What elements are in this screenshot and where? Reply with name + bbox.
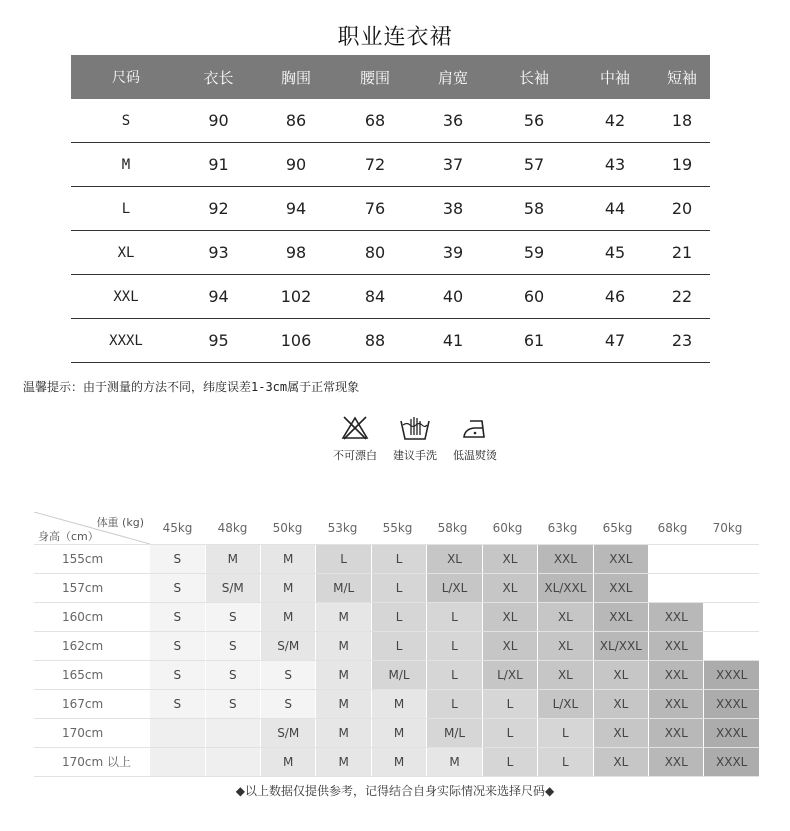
size-recommendation-cell: XL [594,719,648,747]
size-table-header-cell: 尺码 [112,70,140,86]
grid-row [34,660,759,689]
measurement-cell: 18 [671,111,693,130]
measurement-cell: 43 [604,155,626,174]
measurement-cell: 58 [523,199,545,218]
size-recommendation-cell: XL [594,661,648,689]
measurement-cell: 22 [671,287,693,306]
measurement-cell: 47 [604,331,626,350]
size-recommendation-cell: L [316,545,370,573]
measurement-cell: 106 [280,331,312,350]
size-recommendation-cell: S [150,603,204,631]
size-recommendation-cell: L [372,632,426,660]
measurement-cell: 39 [442,243,464,262]
size-table-header-cell: 中袖 [599,68,630,87]
care-item-hand-wash [385,415,445,463]
weight-header-cell: 60kg [492,521,523,535]
size-recommendation-cell: L [427,661,481,689]
size-recommendation-cell: XXL [594,603,648,631]
weight-header-cell: 65kg [602,521,633,535]
size-recommendation-cell: M [206,545,260,573]
size-recommendation-cell: XXL [649,632,703,660]
size-recommendation-cell: S [206,690,260,718]
weight-header-cell: 63kg [547,521,578,535]
measurement-cell: 42 [604,111,626,130]
size-table-header-cell: 短袖 [666,68,697,87]
size-recommendation-cell: L [538,719,592,747]
size-recommendation-cell: S [261,690,315,718]
size-recommendation-cell: L [483,690,537,718]
size-table-header-cell: 胸围 [280,68,311,87]
size-recommendation-cell: XL/XXL [594,632,648,660]
size-recommendation-cell [206,748,260,776]
size-recommendation-cell: M [316,719,370,747]
size-recommendation-cell: XL [483,574,537,602]
measurement-cell: 45 [604,243,626,262]
weight-header-cell: 53kg [327,521,358,535]
size-table [71,55,710,363]
size-recommendation-cell: S [150,545,204,573]
hand-wash-icon [398,415,432,441]
height-label-cell: 160cm [62,610,104,624]
page-title: 职业连衣裙 [337,25,453,50]
height-label-cell: 157cm [62,581,104,595]
size-table-header-cell: 长袖 [518,68,549,87]
size-recommendation-cell: XXL [594,545,648,573]
height-label-cell: 162cm [62,639,104,653]
size-table-header-cell: 肩宽 [437,68,468,87]
size-recommendation-cell [206,719,260,747]
size-recommendation-cell: L [427,632,481,660]
size-recommendation-cell [150,748,204,776]
size-recommendation-cell: M [261,603,315,631]
size-label-cell: L [121,200,131,217]
measurement-cell: 59 [523,243,545,262]
care-label: 建议手洗 [393,449,437,462]
measurement-cell: 92 [208,199,229,218]
size-recommendation-cell: L [483,748,537,776]
footer-note: ◆以上数据仅提供参考，记得结合自身实际情况来选择尺码◆ [235,784,555,798]
size-recommendation-cell: XXXL [704,661,758,689]
size-recommendation-cell: M [316,690,370,718]
no-bleach-icon [340,415,370,441]
size-recommendation-cell: XL [594,748,648,776]
size-recommendation-cell: L [427,690,481,718]
size-recommendation-cell: S [261,661,315,689]
size-recommendation-cell: L/XL [538,690,592,718]
size-table-row [71,319,710,363]
grid-row [34,573,759,602]
size-table-row [71,231,710,275]
size-recommendation-cell: M [316,632,370,660]
height-axis-label: 身高（cm） [38,530,99,543]
size-table-header-cell: 衣长 [203,68,234,87]
size-recommendation-cell: S/M [261,632,315,660]
weight-header-cell: 68kg [657,521,688,535]
measurement-cell: 21 [671,243,693,262]
size-recommendation-cell: XXL [649,661,703,689]
measurement-cell: 57 [523,155,545,174]
care-item-low-iron [445,415,505,463]
weight-header-cell: 45kg [162,521,193,535]
size-recommendation-cell [150,719,204,747]
weight-header-cell: 48kg [217,521,248,535]
measurement-cell: 68 [364,111,386,130]
size-recommendation-cell: XXXL [704,719,758,747]
size-table-row [71,143,710,187]
measurement-cell: 98 [285,243,307,262]
size-recommendation-cell: XL/XXL [538,574,592,602]
care-label: 不可漂白 [333,449,377,462]
size-recommendation-cell: M [316,661,370,689]
weight-header-cell: 50kg [272,521,303,535]
size-recommendation-cell: XL [538,603,592,631]
size-recommendation-cell: XL [538,661,592,689]
size-recommendation-cell: L/XL [427,574,481,602]
height-label-cell: 170cm 以上 [62,755,132,769]
size-recommendation-cell: L [483,719,537,747]
size-recommendation-cell: M [316,748,370,776]
weight-header-cell: 55kg [382,521,413,535]
grid-row [34,718,759,747]
measurement-cell: 102 [280,287,312,306]
size-recommendation-cell: XL [483,632,537,660]
size-label-cell: XXL [113,288,139,305]
measurement-cell: 95 [208,331,229,350]
size-recommendation-cell: S/M [206,574,260,602]
size-recommendation-cell: XL [427,545,481,573]
size-label-cell: S [121,112,131,129]
height-label-cell: 155cm [62,552,104,566]
measurement-cell: 91 [208,155,229,174]
measurement-cell: 93 [208,243,229,262]
measurement-cell: 72 [364,155,386,174]
height-label-cell: 165cm [62,668,104,682]
measurement-cell: 38 [442,199,464,218]
size-recommendation-cell [649,545,703,573]
size-recommendation-cell: L [372,574,426,602]
size-recommendation-cell: XL [483,545,537,573]
size-table-header-cell: 腰围 [359,68,390,87]
size-recommendation-cell: L [538,748,592,776]
size-recommendation-cell: XXL [538,545,592,573]
measurement-cell: 37 [442,155,464,174]
measurement-cell: 41 [442,331,464,350]
size-recommendation-cell: M/L [316,574,370,602]
size-table-row [71,187,710,231]
size-recommendation-cell: L/XL [483,661,537,689]
measurement-cell: 56 [523,111,545,130]
size-recommendation-cell: M [261,574,315,602]
size-recommendation-cell: S [206,661,260,689]
measurement-cell: 94 [285,199,307,218]
care-instructions [325,415,505,463]
size-recommendation-cell: XL [538,632,592,660]
measurement-cell: 40 [442,287,464,306]
height-label-cell: 167cm [62,697,104,711]
measurement-cell: 61 [523,331,545,350]
size-recommendation-cell: S [150,574,204,602]
size-recommendation-cell [704,545,758,573]
size-recommendation-cell: L [372,545,426,573]
measurement-cell: 23 [671,331,693,350]
measurement-cell: 90 [208,111,229,130]
size-recommendation-cell: XXL [649,603,703,631]
size-recommendation-cell: XXL [649,690,703,718]
size-recommendation-cell: L [427,603,481,631]
grid-row [34,689,759,718]
size-recommendation-cell: M [372,690,426,718]
size-recommendation-cell: M/L [427,719,481,747]
size-recommendation-cell: S/M [261,719,315,747]
weight-header-cell: 70kg [712,521,743,535]
size-recommendation-grid [34,512,759,777]
grid-corner [34,512,150,544]
measurement-cell: 76 [364,199,386,218]
size-recommendation-cell: XXXL [704,690,758,718]
size-table-row [71,275,710,319]
size-recommendation-cell: XL [594,690,648,718]
measurement-cell: 88 [364,331,386,350]
measurement-tip: 温馨提示：由于测量的方法不同，纬度误差1-3cm属于正常现象 [23,380,360,394]
grid-row [34,631,759,660]
size-recommendation-cell: XXL [594,574,648,602]
size-recommendation-cell: M/L [372,661,426,689]
measurement-cell: 20 [671,199,693,218]
size-recommendation-cell: S [206,632,260,660]
size-recommendation-cell: M [372,748,426,776]
measurement-cell: 36 [442,111,464,130]
size-recommendation-cell: S [150,690,204,718]
size-table-header [71,55,710,99]
measurement-cell: 60 [523,287,545,306]
grid-row [34,544,759,573]
measurement-cell: 46 [604,287,626,306]
weight-axis-label: 体重 (kg) [96,516,144,529]
care-label: 低温熨烫 [453,449,497,462]
size-label-cell: XL [117,244,135,261]
size-recommendation-cell: M [316,603,370,631]
measurement-cell: 44 [604,199,626,218]
measurement-cell: 19 [671,155,693,174]
size-recommendation-cell: XXL [649,748,703,776]
size-table-row [71,99,710,143]
size-recommendation-cell: S [206,603,260,631]
measurement-cell: 86 [285,111,307,130]
size-recommendation-cell: M [427,748,481,776]
grid-header [34,512,759,544]
size-recommendation-cell: M [261,748,315,776]
care-item-no-bleach [325,415,385,463]
size-recommendation-cell: M [372,719,426,747]
grid-row [34,747,759,777]
measurement-cell: 90 [285,155,307,174]
low-iron-icon [460,415,490,441]
height-label-cell: 170cm [62,726,104,740]
measurement-cell: 80 [364,243,386,262]
size-label-cell: XXXL [109,332,143,349]
size-recommendation-cell: XL [483,603,537,631]
size-recommendation-cell [704,574,758,602]
size-recommendation-cell: M [261,545,315,573]
size-recommendation-cell: S [150,661,204,689]
size-recommendation-cell: XXXL [704,748,758,776]
weight-header-cell: 58kg [437,521,468,535]
size-recommendation-cell [649,574,703,602]
size-recommendation-cell: L [372,603,426,631]
measurement-cell: 84 [364,287,386,306]
size-recommendation-cell [704,632,758,660]
size-recommendation-cell: XXL [649,719,703,747]
measurement-cell: 94 [208,287,229,306]
size-recommendation-cell: S [150,632,204,660]
grid-row [34,602,759,631]
size-label-cell: M [121,156,131,173]
size-recommendation-cell [704,603,758,631]
